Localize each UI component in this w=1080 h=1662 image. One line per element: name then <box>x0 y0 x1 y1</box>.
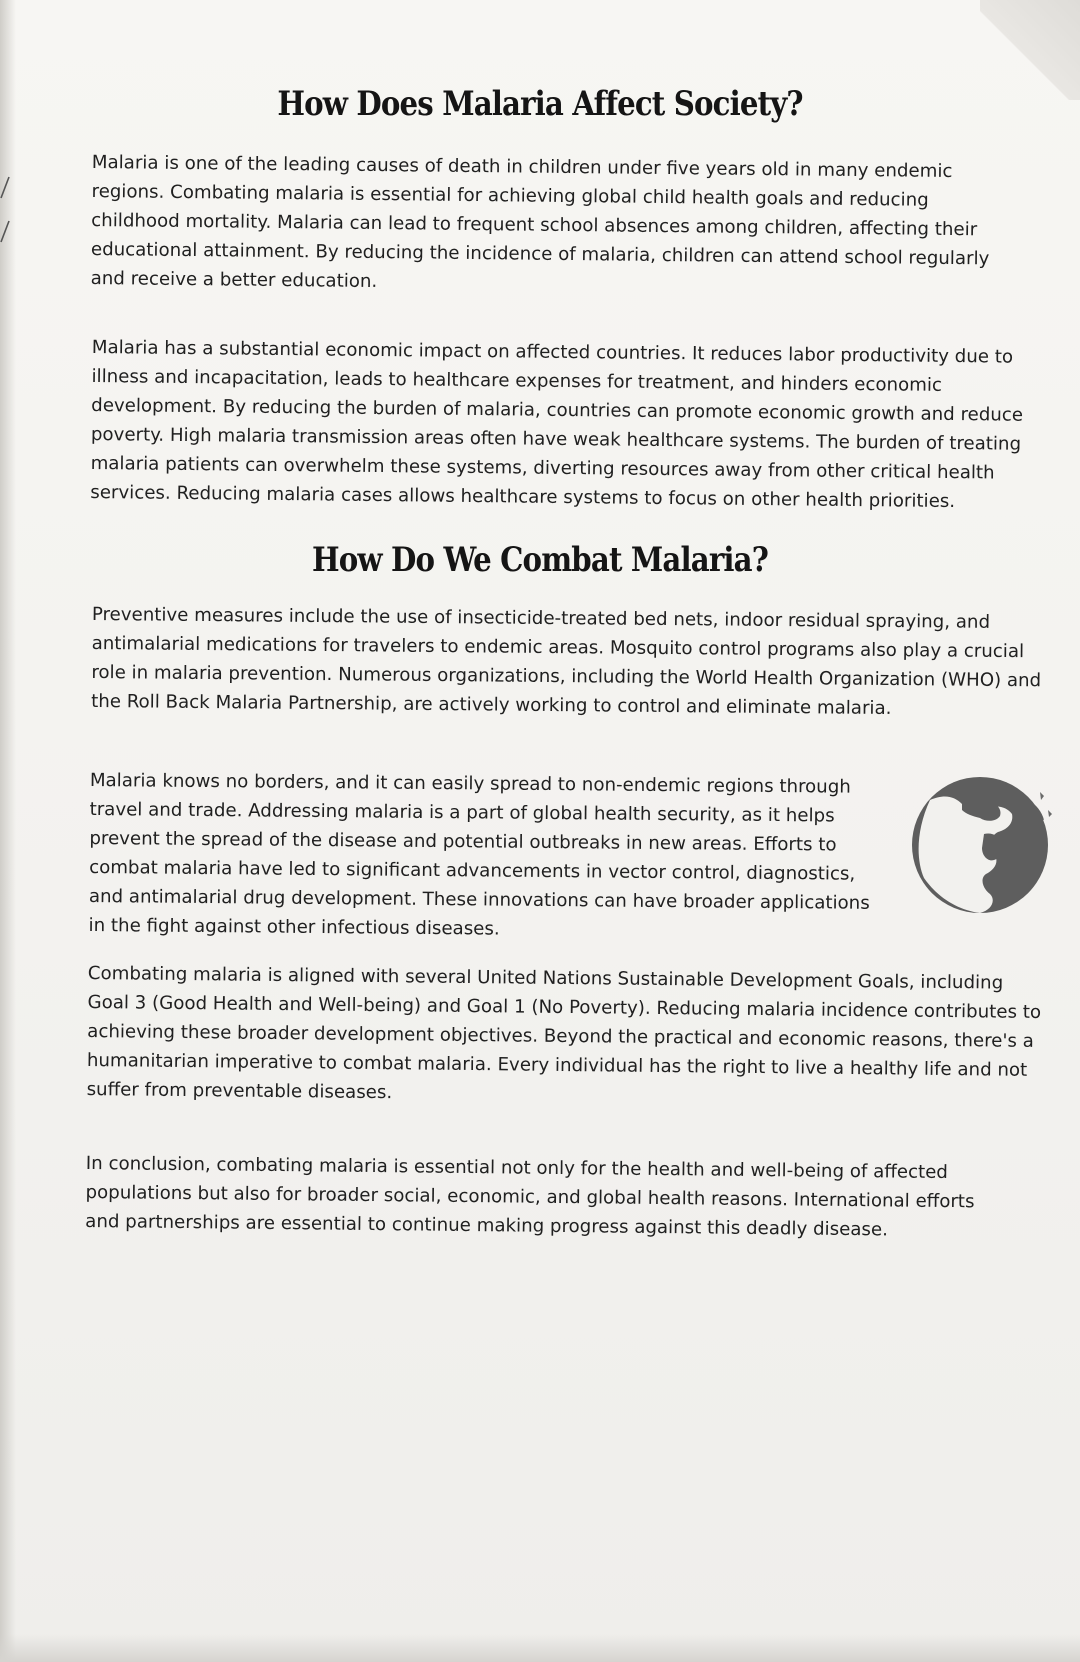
paragraph-economic-impact: Malaria has a substantial economic impact on affected countries. It reduces labor productivity due to illness and incapacitation, leads to healthcare expenses for treatment, and hinders economic development. By reducing the burden of malaria, countries can promote economic growth and reduce poverty. High malaria transmission areas often have weak healthcare systems. The burden of treating malaria patients can overwhelm these systems, diverting resources away from other critical health services. Reducing malaria cases allows healthcare systems to focus on other health priorities. <box>90 336 1024 513</box>
globe-icon <box>910 770 1060 920</box>
paragraph-preventive-measures: Preventive measures include the use of insecticide-treated bed nets, indoor residual spraying, and antimalarial medications for travelers to endemic areas. Mosquito control programs also play a crucial role in malaria prevention. Numerous organizations, including the World Health Organization (WHO) and the Roll Back Malaria Partnership, are actively working to control and eliminate malaria. <box>91 603 1042 719</box>
paragraph-sdg-goals: Combating malaria is aligned with several United Nations Sustainable Development Goals, including Goal 3 (Good Health and Well-being) and Goal 1 (No Poverty). Reducing malaria incidence contributes to achieving these broader development objectives. Beyond the practical and economic reasons, there's a humanitarian imperative to combat malaria. Every individual has the right to live a healthy life and not suffer from preventable diseases. <box>86 962 1042 1104</box>
page-bottom-edge <box>0 1634 1080 1662</box>
heading-how-we-combat-malaria: How Do We Combat Malaria? <box>311 540 769 580</box>
paragraph-global-security: Malaria knows no borders, and it can easily spread to non-endemic regions through travel and trade. Addressing malaria is a part of global health security, as it helps prevent the spread of the disease and potential outbreaks in new areas. Efforts to combat malaria have led to significant advancements in vector control, diagnostics, and antimalarial drug development. These innovations can have broader applications in the fight against other infectious diseases. <box>88 769 870 940</box>
margin-pen-mark <box>0 220 10 244</box>
heading-how-malaria-affects-society: How Does Malaria Affect Society? <box>277 84 803 124</box>
paragraph-children-education: Malaria is one of the leading causes of death in children under five years old in many endemic regions. Combating malaria is essential for achieving global child health goals and reducing childhood mortality. Malaria can lead to frequent school absences among children, affecting their educational attainment. By reducing the incidence of malaria, children can attend school regularly and receive a better education. <box>90 151 990 292</box>
paragraph-conclusion: In conclusion, combating malaria is essential not only for the health and well-being of affected populations but also for broader social, economic, and global health reasons. International efforts and partnerships are essential to continue making progress against this deadly disease. <box>85 1152 975 1241</box>
margin-pen-mark <box>0 176 10 200</box>
